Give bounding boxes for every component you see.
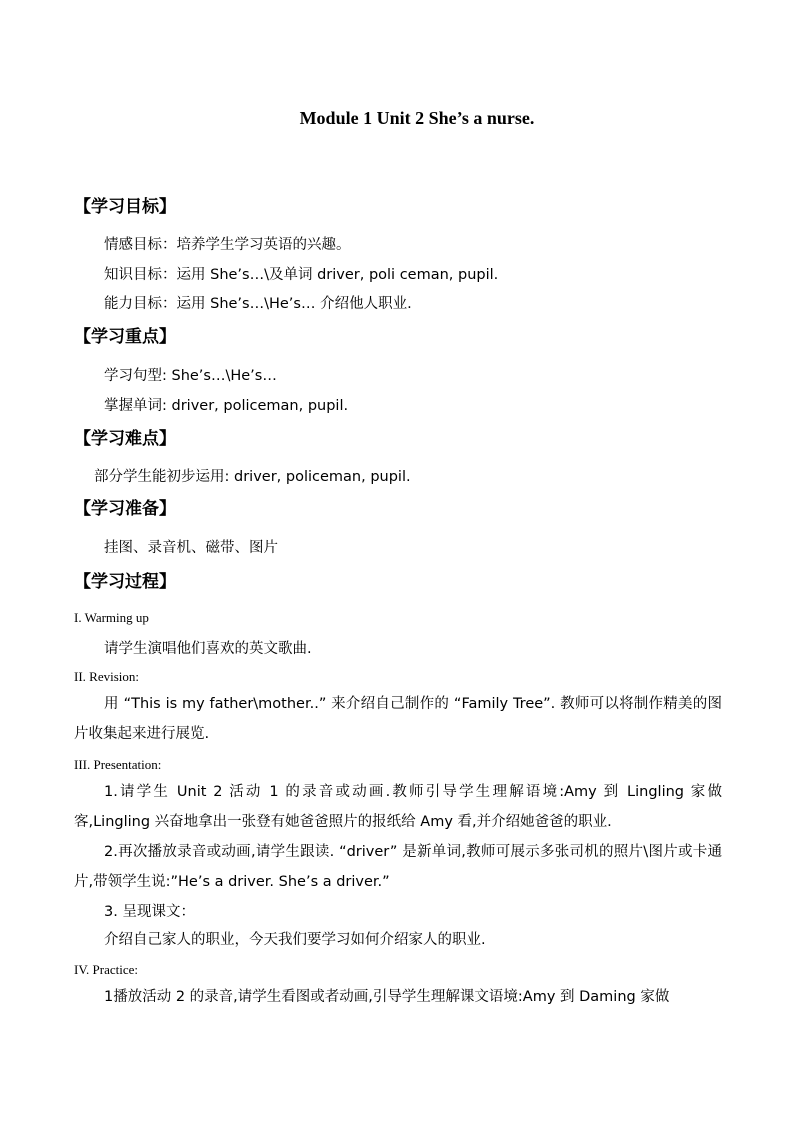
preparation-heading: 【学习准备】	[74, 499, 176, 519]
key-point-line: 掌握单词: driver, policeman, pupil.	[104, 398, 349, 414]
presentation-item: 介绍自己家人的职业，今天我们要学习如何介绍家人的职业.	[104, 932, 486, 948]
presentation-label: III. Presentation:	[74, 757, 162, 772]
objective-line: 情感目标：培养学生学习英语的兴趣。	[104, 237, 351, 253]
warming-up-text: 请学生演唱他们喜欢的英文歌曲.	[104, 641, 312, 657]
revision-label: II. Revision:	[74, 669, 139, 684]
preparation-line: 挂图、录音机、磁带、图片	[104, 540, 278, 556]
objectives-heading: 【学习目标】	[74, 197, 176, 217]
warming-up-label: I. Warming up	[74, 610, 149, 625]
difficulties-heading: 【学习难点】	[74, 429, 176, 449]
objective-line: 能力目标：运用 She’s…\He’s… 介绍他人职业.	[104, 296, 412, 312]
objective-line: 知识目标：运用 She’s…\及单词 driver, poli ceman, pupil.	[104, 267, 499, 283]
process-heading: 【学习过程】	[74, 572, 176, 592]
presentation-item: 3. 呈现课文：	[104, 904, 195, 920]
practice-item: 1播放活动 2 的录音,请学生看图或者动画,引导学生理解课文语境:Amy 到 Daming 家做	[104, 989, 670, 1005]
presentation-item: 2.再次播放录音或动画,请学生跟读. “driver” 是新单词,教师可展示多张司机的照片\图片或卡通片,带领学生说:”He’s a driver. She’s a driver.”	[74, 844, 722, 890]
key-points-heading: 【学习重点】	[74, 327, 176, 347]
key-point-line: 学习句型: She’s…\He’s…	[104, 368, 277, 384]
practice-label: IV. Practice:	[74, 962, 139, 977]
revision-text: 用 “This is my father\mother..” 来介绍自己制作的 “Family Tree”. 教师可以将制作精美的图片收集起来进行展览.	[74, 696, 722, 742]
document-title: Module 1 Unit 2 She’s a nurse.	[299, 108, 535, 128]
difficulty-line: 部分学生能初步运用: driver, policeman, pupil.	[94, 469, 411, 485]
presentation-item: 1.请学生 Unit 2 活动 1 的录音或动画.教师引导学生理解语境:Amy 到 Lingling 家做客,Lingling 兴奋地拿出一张登有她爸爸照片的报纸给 Amy 看,并介绍她爸爸的职业.	[74, 784, 722, 830]
